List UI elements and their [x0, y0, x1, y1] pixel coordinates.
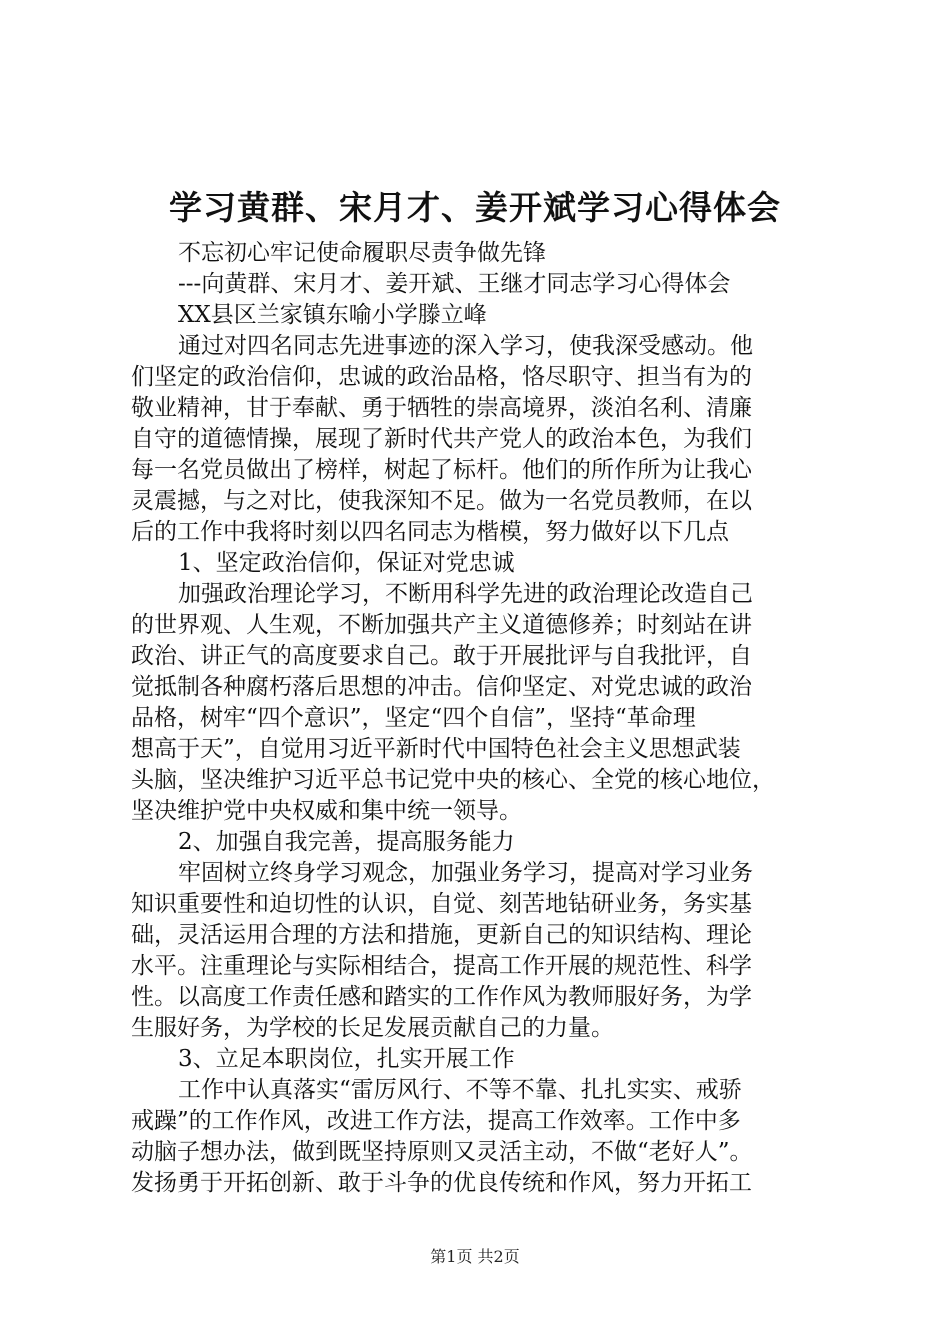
paragraph-line: 头脑，坚决维护习近平总书记党中央的核心、全党的核心地位， — [131, 767, 775, 793]
paragraph-line: 发扬勇于开拓创新、敢于斗争的优良传统和作风，努力开拓工 — [131, 1170, 752, 1196]
section-heading: 3、立足本职岗位，扎实开展工作 — [178, 1046, 515, 1072]
paragraph-line: 的世界观、人生观，不断加强共产主义道德修养；时刻站在讲 — [131, 612, 752, 638]
paragraph-line: 动脑子想办法，做到既坚持原则又灵活主动，不做“老好人”。 — [131, 1139, 753, 1165]
paragraph-line: 生服好务，为学校的长足发展贡献自己的力量。 — [131, 1015, 614, 1041]
page-footer: 第1页 共2页 — [430, 1247, 520, 1266]
paragraph-line: 牢固树立终身学习观念，加强业务学习，提高对学习业务 — [178, 860, 753, 886]
paragraph-line: 敬业精神，甘于奉献、勇于牺牲的崇高境界，淡泊名利、清廉 — [131, 395, 752, 421]
subtitle: 不忘初心牢记使命履职尽责争做先锋 — [178, 240, 546, 266]
document-body — [131, 238, 831, 1199]
paragraph-line: 自守的道德情操，展现了新时代共产党人的政治本色，为我们 — [131, 426, 752, 452]
paragraph-line: 们坚定的政治信仰，忠诚的政治品格，恪尽职守、担当有为的 — [131, 364, 752, 390]
document-title: 学习黄群、宋月才、姜开斌学习心得体会 — [169, 188, 781, 227]
paragraph-line: 础，灵活运用合理的方法和措施，更新自己的知识结构、理论 — [131, 922, 752, 948]
paragraph-line: 每一名党员做出了榜样，树起了标杆。他们的所作所为让我心 — [131, 457, 752, 483]
paragraph-line: 品格，树牢“四个意识”，坚定“四个自信”，坚持“革命理 — [131, 705, 696, 731]
subtitle-secondary: ---向黄群、宋月才、姜开斌、王继才同志学习心得体会 — [178, 271, 731, 297]
paragraph-line: 通过对四名同志先进事迹的深入学习，使我深受感动。他 — [178, 333, 753, 359]
paragraph-line: 戒躁”的工作作风，改进工作方法，提高工作效率。工作中多 — [131, 1108, 741, 1134]
paragraph-line: 工作中认真落实“雷厉风行、不等不靠、扎扎实实、戒骄 — [178, 1077, 742, 1103]
section-heading: 1、坚定政治信仰，保证对党忠诚 — [178, 550, 515, 576]
paragraph-line: 性。以高度工作责任感和踏实的工作作风为教师服好务，为学 — [131, 984, 752, 1010]
paragraph-line: 水平。注重理论与实际相结合，提高工作开展的规范性、科学 — [131, 953, 752, 979]
section-heading: 2、加强自我完善，提高服务能力 — [178, 829, 515, 855]
paragraph-line: 知识重要性和迫切性的认识，自觉、刻苦地钻研业务，务实基 — [131, 891, 752, 917]
paragraph-line: 想高于天”，自觉用习近平新时代中国特色社会主义思想武装 — [131, 736, 741, 762]
author-line: XX县区兰家镇东喻小学滕立峰 — [178, 302, 487, 328]
paragraph-line: 后的工作中我将时刻以四名同志为楷模，努力做好以下几点 — [131, 519, 729, 545]
paragraph-line: 觉抵制各种腐朽落后思想的冲击。信仰坚定、对党忠诚的政治 — [131, 674, 752, 700]
paragraph-line: 坚决维护党中央权威和集中统一领导。 — [131, 798, 522, 824]
paragraph-line: 政治、讲正气的高度要求自己。敢于开展批评与自我批评，自 — [131, 643, 752, 669]
paragraph-line: 加强政治理论学习，不断用科学先进的政治理论改造自己 — [178, 581, 753, 607]
paragraph-line: 灵震撼，与之对比，使我深知不足。做为一名党员教师，在以 — [131, 488, 752, 514]
